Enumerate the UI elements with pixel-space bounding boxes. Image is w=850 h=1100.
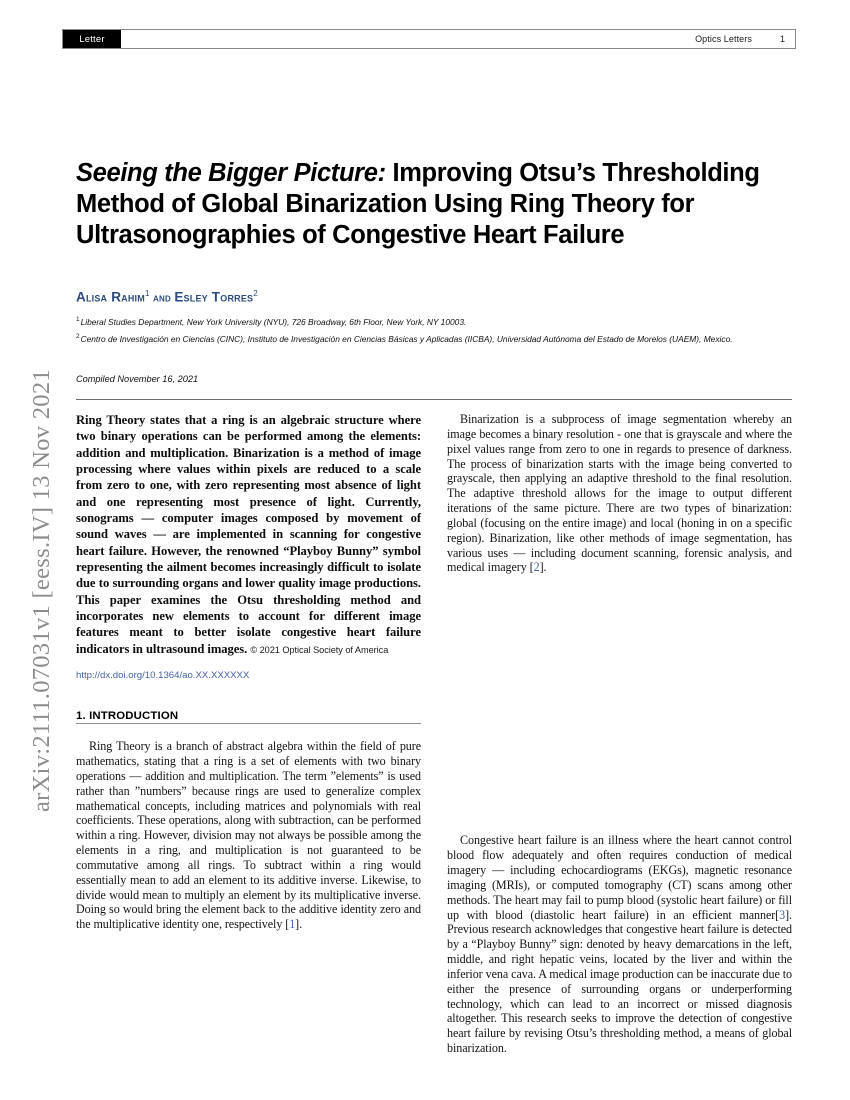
citation-ref-1[interactable]: 1: [289, 917, 296, 932]
affiliation-text: Liberal Studies Department, New York University (NYU), 726 Broadway, 6th Floor, New York, NY 10003.: [80, 316, 467, 327]
article-type-tag: Letter: [63, 30, 121, 48]
citation-ref-3[interactable]: 3: [779, 907, 786, 922]
abstract-text: Ring Theory states that a ring is an algebraic structure where two binary operations can be performed among the elements: addition and multiplication. Binarization is a method of image processing where values within pixels are reduced to a scale from zero to one, with zero representing most absence of light and one representing most presence of light. Currently, sonograms — computer images composed by movement of sound waves — are implemented in scanning for congestive heart failure. However, the renowned “Playboy Bunny” symbol representing the ailment becomes increasingly difficult to isolate due to surrounding organs and lower quality image productions. This paper examines the Otsu thresholding method and incorporates new elements to account for different image features meant to better isolate congestive heart failure indicators in ultrasound images.: [76, 413, 421, 656]
paper-title-italic-part: Seeing the Bigger Picture:: [76, 159, 386, 188]
section-heading-introduction: 1. INTRODUCTION: [76, 710, 179, 723]
header-divider-rule: [76, 399, 792, 400]
right-column: [447, 412, 792, 1056]
affiliation-text: Centro de Investigación en Ciencias (CINC), Instituto de Investigación en Ciencias Básicas y Aplicadas (IICBA), Universidad Autónoma del Estado de Morelos (UAEM), Mexico.: [80, 333, 733, 344]
paper-title-rest: Improving Otsu’s Thresholding Method of Global Binarization Using Ring Theory for Ultrasonographies of Congestive Heart Failure: [76, 159, 760, 250]
journal-name: Optics Letters: [695, 34, 752, 44]
page-number: 1: [779, 34, 785, 44]
citation-ref-2[interactable]: 2: [533, 560, 540, 575]
running-header: [62, 29, 796, 49]
paragraph-text: Binarization is a subprocess of image segmentation whereby an image becomes a binary resolution - one that is grayscale and where the pixel values range from zero to one in regards to presence of darkness. The process of binarization starts with the image being converted to grayscale, then applying an adaptive threshold to the final resolution. The adaptive threshold allows for the image to output different iterations of the same picture. There are two types of binarization: global (focusing on the entire image) and local (honing in on a specific region). Binarization, like other methods of image segmentation, has various uses — including document scanning, forensic analysis, and medical imagery [: [447, 412, 792, 575]
right-paragraph-2: [447, 833, 792, 1056]
copyright-notice: © 2021 Optical Society of America: [250, 644, 389, 655]
paragraph-text: Congestive heart failure is an illness where the heart cannot control blood flow adequately and often requires conduction of medical imagery — including echocardiograms (EKGs), magnetic resonance imaging (MRIs), or computed tomography (CT) scans among other methods. The heart may fail to pump blood (systolic heart failure) or fill up with blood (diastolic heart failure) in an efficient manner[: [447, 833, 792, 922]
right-paragraph-1: [447, 412, 792, 575]
introduction-paragraph-1: [76, 739, 421, 932]
paper-page: [62, 0, 798, 1100]
author-affiliation-marker-1: 1: [144, 289, 150, 298]
affiliation-marker: 2: [76, 333, 80, 340]
author-affiliation-marker-2: 2: [253, 289, 258, 298]
running-header-spacer: [121, 30, 695, 48]
abstract-divider-rule: [76, 723, 421, 724]
paper-title: [76, 158, 792, 251]
affiliation-item: [76, 313, 798, 329]
left-column: [76, 412, 421, 932]
paragraph-text: Ring Theory is a branch of abstract algebra within the field of pure mathematics, stating that a ring is a set of elements with two binary operations — addition and multiplication. The term ”elements” is used rather than ”numbers” because rings are used to generalize complex mathematical concepts, including matrices and polynomials with real coefficients. These operations, along with subtraction, can be performed within a ring. However, division may not always be possible among the elements in a ring, and multiplication is not guaranteed to be commutative among all rings. To subtract within a ring would essentially mean to add an element to its additive inverse. Likewise, to divide would mean to multiply an element by its multiplicative inverse. Doing so would bring the element back to the additive identity zero and the multiplicative identity one, respectively [: [76, 739, 421, 932]
paragraph-text-tail: ].: [539, 560, 547, 575]
author-conjunction: and: [149, 292, 175, 305]
affiliation-item: [76, 330, 798, 346]
arxiv-identifier-stamp: arXiv:2111.07031v1 [eess.IV] 13 Nov 2021: [28, 369, 55, 812]
author-list: [76, 289, 792, 305]
affiliation-list: [76, 313, 798, 347]
paragraph-text-tail: ]. Previous research acknowledges that congestive heart failure is detected by a “Playboy Bunny” sign: denoted by heavy demarcations in the left, middle, and right hepatic veins, located by the liver and within the inferior vena cava. A medical image production can be inaccurate due to either the presence of surrounding organs or underperforming technology, which can lead to an incorrect or missed diagnosis altogether. This research seeks to improve the detection of congestive heart failure by revising Otsu’s thresholding method, a means of global binarization.: [447, 907, 792, 1056]
compiled-date: Compiled November 16, 2021: [76, 374, 199, 384]
abstract: [76, 412, 421, 658]
author-name-2: Esley Torres: [174, 289, 254, 305]
author-name-1: Alisa Rahim: [76, 289, 145, 305]
affiliation-marker: 1: [76, 316, 80, 323]
paragraph-text-tail: ].: [295, 917, 303, 932]
doi-link[interactable]: http://dx.doi.org/10.1364/ao.XX.XXXXXX: [76, 670, 250, 682]
